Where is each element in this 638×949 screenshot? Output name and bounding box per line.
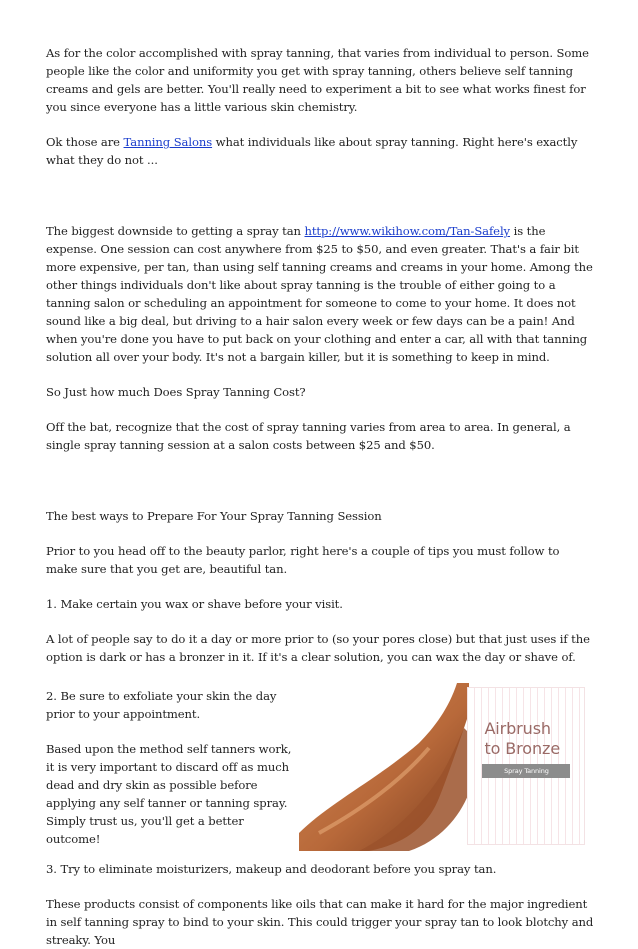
paragraph-downsides-intro [46, 133, 594, 169]
paragraph-expense [46, 222, 594, 366]
airbrush-promo [467, 687, 585, 845]
tip-1: 1. Make certain you wax or shave before your visit. [46, 597, 343, 611]
paragraph-wax: A lot of people say to do it a day or more prior to (so your pores close) but that just uses if the option is dark or has a bronzer in it. If it's a clear solution, you can wax the day or shave of. [46, 632, 590, 664]
wikihow-link[interactable]: http://www.wikihow.com/Tan-Safely [304, 224, 511, 238]
promo-title-line1: Airbrush [484, 719, 551, 738]
tip-2-section [46, 683, 594, 860]
spacer [46, 186, 594, 222]
paragraph-color-results: As for the color accomplished with spray tanning, that varies from individual to person. Some people like the color and uniformity you get with spray tanning, others believe self tanning creams and gels are better. You'll really need to experiment a bit to see what works finest for you since everyone has a little various skin chemistry. [46, 46, 589, 114]
paragraph-products: These products consist of components like oils that can make it hard for the major ingredient in self tanning spray to bind to your skin. This could trigger your spray tan to look blotchy and streaky. You [46, 897, 594, 947]
text-segment: what individuals like about spray tanning. Right here's exactly what they do not ... [46, 135, 578, 167]
paragraph-prepare-intro: Prior to you head off to the beauty parlor, right here's a couple of tips you must follow to make sure that you get are, beautiful tan. [46, 544, 560, 576]
legs-image [299, 683, 469, 851]
promo-title-line2: to Bronze [484, 739, 561, 758]
promo-tag: Spray Tanning [482, 764, 570, 778]
text-segment: Ok those are [46, 135, 124, 149]
heading-prepare: The best ways to Prepare For Your Spray Tanning Session [46, 509, 382, 523]
promo-image [299, 683, 594, 851]
tip-2-text [46, 683, 291, 860]
text-segment: is the expense. One session can cost anywhere from $25 to $50, and even greater. That's a fair bit more expensive, per tan, than using self tanning creams and creams in your home. Among the other things individuals don't like about spray tanning is the trouble of either going to a tanning salon or scheduling an appointment for someone to come to your home. It does not sound like a big deal, but driving to a hair salon every week or few days can be a pain! And when you're done you have to put back on your clothing and enter a car, all with that tanning solution all over your body. It's not a bargain killer, but it is something to keep in mind. [46, 224, 593, 364]
text-segment: The biggest downside to getting a spray tan [46, 224, 305, 238]
heading-cost: So Just how much Does Spray Tanning Cost? [46, 385, 306, 399]
paragraph-cost: Off the bat, recognize that the cost of spray tanning varies from area to area. In general, a single spray tanning session at a salon costs between $25 and $50. [46, 420, 571, 452]
spacer [46, 471, 594, 507]
paragraph-exfoliate: Based upon the method self tanners work, it is very important to discard off as much dead and dry skin as possible before applying any self tanner or tanning spray. Simply trust us, you'll get a better outcome! [46, 742, 292, 846]
tanning-salons-link[interactable]: Tanning Salons [123, 135, 213, 149]
tip-2: 2. Be sure to exfoliate your skin the day prior to your appointment. [46, 689, 277, 721]
tip-3: 3. Try to eliminate moisturizers, makeup and deodorant before you spray tan. [46, 862, 497, 876]
